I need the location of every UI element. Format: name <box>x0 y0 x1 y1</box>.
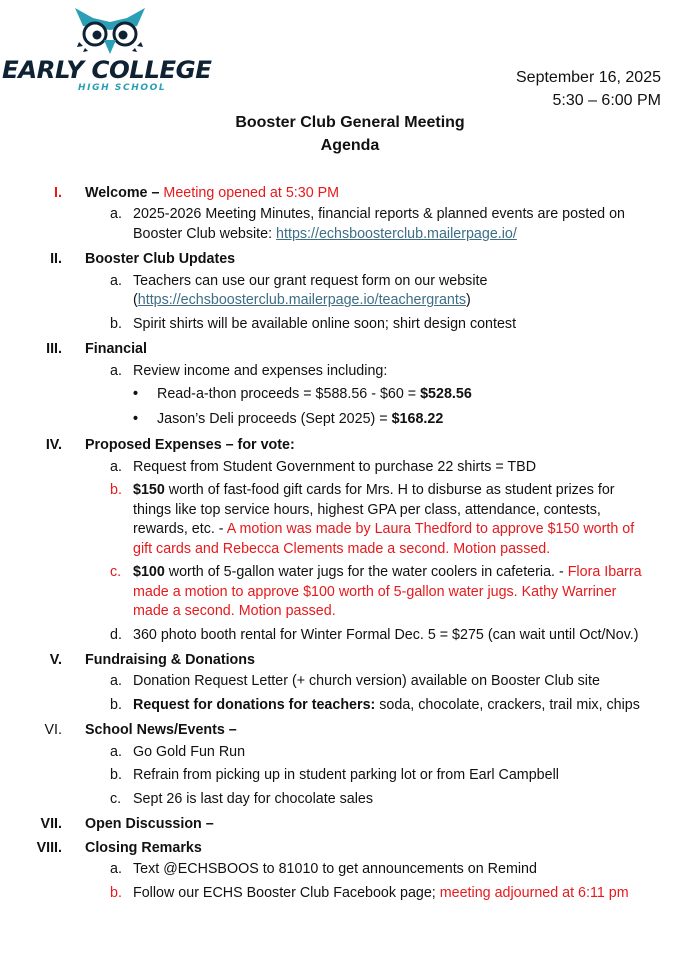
item-text: Text @ECHSBOOS to 81010 to get announcements on Remind <box>133 861 537 878</box>
meeting-time: 5:30 – 6:00 PM <box>552 92 661 109</box>
section-title <box>85 182 339 204</box>
item-text: Review income and expenses including: <box>133 362 388 379</box>
bullet-text: Read-a-thon proceeds = $588.56 - $60 = <box>157 386 421 403</box>
bullet-bold: $528.56 <box>420 386 472 403</box>
item-label: b. <box>110 482 122 499</box>
section-title <box>85 837 202 859</box>
agenda-item <box>0 860 653 884</box>
section-number: VII. <box>40 816 62 833</box>
item-label: b. <box>110 884 122 901</box>
item-text: Refrain from picking up in student parking lot or from Earl Campbell <box>133 767 559 784</box>
section-number: III. <box>46 341 62 358</box>
section-title-text: Financial <box>85 341 147 358</box>
meeting-datetime <box>516 66 661 112</box>
agenda-item <box>0 743 653 767</box>
item-label: b. <box>110 767 122 784</box>
title-line-2: Agenda <box>320 137 380 154</box>
section-number: IV. <box>45 437 62 454</box>
item-label: b. <box>110 696 122 713</box>
item-label: c. <box>110 564 122 581</box>
bullet-bold: $168.22 <box>391 410 444 427</box>
section-number: II. <box>50 251 62 268</box>
agenda-list <box>0 182 682 907</box>
section-title-text: Open Discussion – <box>85 816 214 833</box>
agenda-item <box>0 626 653 650</box>
bullet-icon: • <box>133 410 139 427</box>
item-label: a. <box>110 861 122 878</box>
item-text-after: ) <box>466 292 471 309</box>
item-text: 360 photo booth rental for Winter Formal Dec. 5 = $275 (can wait until Oct/Nov.) <box>133 626 639 643</box>
section-title <box>85 719 237 741</box>
agenda-item <box>0 696 653 720</box>
section-heading <box>0 837 682 860</box>
section-note: Meeting opened at 5:30 PM <box>159 185 340 201</box>
section-heading <box>0 434 682 457</box>
item-text: Spirit shirts will be available online soon; shirt design contest <box>133 315 517 332</box>
section-title-text: Fundraising & Donations <box>85 652 255 669</box>
bullet-text: Jason’s Deli proceeds (Sept 2025) = <box>157 410 392 427</box>
section-heading <box>0 182 682 205</box>
section-title <box>85 813 214 835</box>
logo-title: EARLY COLLEGE <box>2 56 212 84</box>
section-heading <box>0 813 682 836</box>
item-bold: $100 <box>133 564 165 581</box>
item-label: a. <box>110 206 122 223</box>
section-number: I. <box>54 185 62 201</box>
owl-icon <box>73 4 147 56</box>
item-text: Teachers can use our grant request form on our website ( <box>133 272 488 309</box>
page-title <box>0 111 682 157</box>
logo-subtitle: HIGH SCHOOL <box>78 83 167 93</box>
section-title <box>85 338 147 360</box>
section-title-text: Booster Club Updates <box>85 251 236 268</box>
agenda-item <box>0 672 653 696</box>
agenda-item <box>0 481 653 563</box>
agenda-item <box>0 362 653 386</box>
bullet-icon: • <box>133 386 139 403</box>
bullet-item <box>0 410 682 435</box>
section-heading <box>0 248 682 271</box>
section-title-text: School News/Events – <box>85 722 237 739</box>
agenda-item <box>0 272 653 315</box>
section-heading <box>0 649 682 672</box>
item-bold: Request for donations for teachers: <box>133 696 376 713</box>
section-title-text: Closing Remarks <box>85 839 202 856</box>
school-logo <box>0 4 222 92</box>
agenda-item <box>0 790 653 814</box>
section-heading <box>0 338 682 361</box>
item-text: 2025-2026 Meeting Minutes, financial reports & planned events are posted on Booster Club website: <box>133 206 625 242</box>
bullet-item <box>0 385 682 410</box>
item-text: worth of fast-food gift cards for Mrs. H to disburse as student prizes for things like top service hours, highest GPA per class, attendance, contests, rewards, etc. - <box>133 482 615 538</box>
section-title <box>85 248 235 270</box>
agenda-item <box>0 315 653 339</box>
section-number: V. <box>49 652 62 669</box>
section-heading <box>0 719 682 742</box>
item-bold: $150 <box>133 482 165 499</box>
item-link[interactable]: https://echsboosterclub.mailerpage.io/ <box>276 225 517 242</box>
item-note: Flora Ibarra made a motion to approve $100 worth of 5-gallon water jugs. Kathy Warriner made a second. Motion passed. <box>133 564 642 620</box>
item-text: Request from Student Government to purchase 22 shirts = TBD <box>133 458 537 475</box>
item-link[interactable]: https://echsboosterclub.mailerpage.io/teachergrants <box>137 292 466 309</box>
item-note: A motion was made by Laura Thedford to approve $150 worth of gift cards and Rebecca Clements made a second. Motion passed. <box>133 521 635 557</box>
section-title <box>85 649 255 671</box>
item-label: a. <box>110 673 122 690</box>
agenda-item <box>0 766 653 790</box>
item-label: c. <box>110 790 122 807</box>
agenda-item <box>0 205 653 248</box>
item-label: a. <box>110 362 122 379</box>
item-label: d. <box>110 626 122 643</box>
item-text: soda, chocolate, crackers, trail mix, chips <box>375 696 640 713</box>
section-title <box>85 434 295 456</box>
agenda-item <box>0 458 653 482</box>
title-line-1: Booster Club General Meeting <box>235 114 465 131</box>
item-label: a. <box>110 743 122 760</box>
section-title-text: Welcome – <box>85 185 160 201</box>
agenda-item <box>0 563 653 626</box>
item-text: Sept 26 is last day for chocolate sales <box>133 790 374 807</box>
item-text: Donation Request Letter (+ church version) available on Booster Club site <box>133 673 600 690</box>
section-number: VI. <box>44 722 62 739</box>
item-label: a. <box>110 272 122 289</box>
agenda-item <box>0 884 653 908</box>
item-label: a. <box>110 458 122 475</box>
item-text: Follow our ECHS Booster Club Facebook page; <box>133 884 440 901</box>
item-text: worth of 5-gallon water jugs for the water coolers in cafeteria. - <box>164 564 568 581</box>
item-note: meeting adjourned at 6:11 pm <box>439 884 629 901</box>
section-title-text: Proposed Expenses – for vote: <box>85 437 295 454</box>
item-text: Go Gold Fun Run <box>133 743 246 760</box>
item-label: b. <box>110 315 122 332</box>
section-number: VIII. <box>36 839 62 856</box>
meeting-date: September 16, 2025 <box>516 69 661 86</box>
